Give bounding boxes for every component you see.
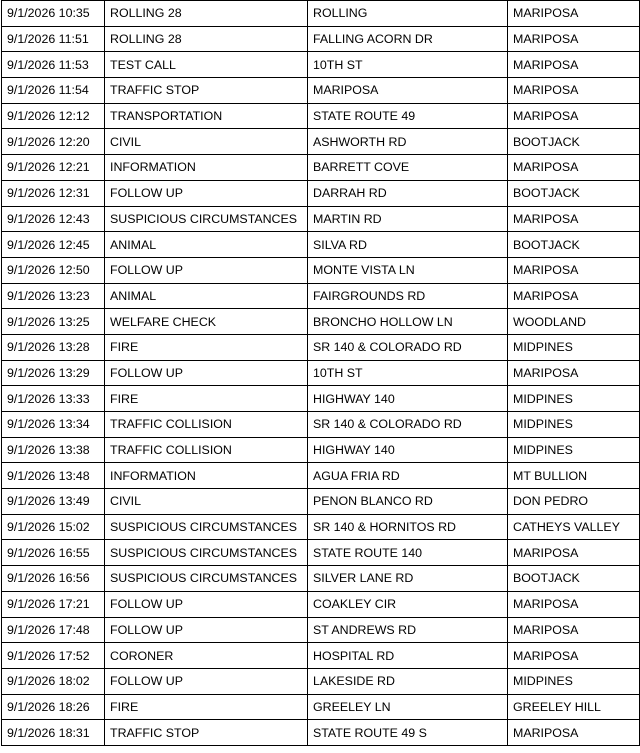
location-cell: LAKESIDE RD	[308, 668, 508, 694]
datetime-cell: 9/1/2026 18:02	[2, 668, 105, 694]
table-row	[2, 463, 640, 489]
datetime-cell: 9/1/2026 11:51	[2, 26, 105, 52]
table-row	[2, 412, 640, 438]
table-row	[2, 360, 640, 386]
table-row	[2, 232, 640, 258]
area-cell: BOOTJACK	[508, 180, 640, 206]
location-cell: SR 140 & COLORADO RD	[308, 334, 508, 360]
location-cell: BRONCHO HOLLOW LN	[308, 309, 508, 335]
area-cell: WOODLAND	[508, 309, 640, 335]
table-row	[2, 591, 640, 617]
location-cell: SILVER LANE RD	[308, 566, 508, 592]
location-cell: MONTE VISTA LN	[308, 257, 508, 283]
call-type-cell: SUSPICIOUS CIRCUMSTANCES	[105, 566, 308, 592]
location-cell: STATE ROUTE 49	[308, 103, 508, 129]
area-cell: BOOTJACK	[508, 232, 640, 258]
location-cell: ROLLING	[308, 1, 508, 27]
call-type-cell: SUSPICIOUS CIRCUMSTANCES	[105, 540, 308, 566]
datetime-cell: 9/1/2026 11:54	[2, 78, 105, 104]
call-type-cell: ANIMAL	[105, 283, 308, 309]
area-cell: MARIPOSA	[508, 360, 640, 386]
area-cell: GREELEY HILL	[508, 694, 640, 720]
location-cell: COAKLEY CIR	[308, 591, 508, 617]
call-type-cell: ROLLING 28	[105, 26, 308, 52]
datetime-cell: 9/1/2026 12:21	[2, 155, 105, 181]
area-cell: MT BULLION	[508, 463, 640, 489]
datetime-cell: 9/1/2026 10:35	[2, 1, 105, 27]
area-cell: MARIPOSA	[508, 1, 640, 27]
area-cell: MARIPOSA	[508, 257, 640, 283]
table-row	[2, 489, 640, 515]
table-row	[2, 437, 640, 463]
datetime-cell: 9/1/2026 16:56	[2, 566, 105, 592]
call-type-cell: INFORMATION	[105, 463, 308, 489]
location-cell: ST ANDREWS RD	[308, 617, 508, 643]
call-type-cell: FOLLOW UP	[105, 617, 308, 643]
location-cell: ASHWORTH RD	[308, 129, 508, 155]
table-row	[2, 386, 640, 412]
table-row	[2, 78, 640, 104]
datetime-cell: 9/1/2026 17:52	[2, 643, 105, 669]
location-cell: SILVA RD	[308, 232, 508, 258]
call-type-cell: SUSPICIOUS CIRCUMSTANCES	[105, 206, 308, 232]
call-type-cell: INFORMATION	[105, 155, 308, 181]
area-cell: MARIPOSA	[508, 617, 640, 643]
datetime-cell: 9/1/2026 12:20	[2, 129, 105, 155]
location-cell: HIGHWAY 140	[308, 386, 508, 412]
location-cell: SR 140 & HORNITOS RD	[308, 514, 508, 540]
area-cell: MIDPINES	[508, 386, 640, 412]
location-cell: STATE ROUTE 140	[308, 540, 508, 566]
area-cell: MIDPINES	[508, 334, 640, 360]
table-row	[2, 720, 640, 746]
area-cell: BOOTJACK	[508, 566, 640, 592]
call-type-cell: TRAFFIC STOP	[105, 720, 308, 746]
call-type-cell: CIVIL	[105, 489, 308, 515]
call-type-cell: FIRE	[105, 694, 308, 720]
datetime-cell: 9/1/2026 13:33	[2, 386, 105, 412]
area-cell: MARIPOSA	[508, 26, 640, 52]
area-cell: MARIPOSA	[508, 591, 640, 617]
table-row	[2, 617, 640, 643]
table-row	[2, 334, 640, 360]
area-cell: DON PEDRO	[508, 489, 640, 515]
call-type-cell: FIRE	[105, 386, 308, 412]
table-row	[2, 694, 640, 720]
call-type-cell: WELFARE CHECK	[105, 309, 308, 335]
area-cell: MIDPINES	[508, 412, 640, 438]
table-row	[2, 514, 640, 540]
location-cell: AGUA FRIA RD	[308, 463, 508, 489]
area-cell: MARIPOSA	[508, 52, 640, 78]
area-cell: MARIPOSA	[508, 720, 640, 746]
location-cell: FAIRGROUNDS RD	[308, 283, 508, 309]
call-type-cell: TRANSPORTATION	[105, 103, 308, 129]
datetime-cell: 9/1/2026 13:25	[2, 309, 105, 335]
datetime-cell: 9/1/2026 12:12	[2, 103, 105, 129]
call-type-cell: TRAFFIC COLLISION	[105, 412, 308, 438]
datetime-cell: 9/1/2026 13:28	[2, 334, 105, 360]
datetime-cell: 9/1/2026 18:31	[2, 720, 105, 746]
location-cell: 10TH ST	[308, 52, 508, 78]
call-type-cell: ROLLING 28	[105, 1, 308, 27]
table-row	[2, 206, 640, 232]
datetime-cell: 9/1/2026 13:29	[2, 360, 105, 386]
call-type-cell: FOLLOW UP	[105, 668, 308, 694]
call-type-cell: FOLLOW UP	[105, 591, 308, 617]
table-row	[2, 180, 640, 206]
datetime-cell: 9/1/2026 13:48	[2, 463, 105, 489]
datetime-cell: 9/1/2026 17:21	[2, 591, 105, 617]
datetime-cell: 9/1/2026 13:23	[2, 283, 105, 309]
datetime-cell: 9/1/2026 13:38	[2, 437, 105, 463]
location-cell: BARRETT COVE	[308, 155, 508, 181]
table-row	[2, 309, 640, 335]
call-type-cell: CIVIL	[105, 129, 308, 155]
table-row	[2, 643, 640, 669]
table-row	[2, 668, 640, 694]
area-cell: MARIPOSA	[508, 155, 640, 181]
call-type-cell: SUSPICIOUS CIRCUMSTANCES	[105, 514, 308, 540]
call-log-body	[2, 1, 640, 746]
location-cell: SR 140 & COLORADO RD	[308, 412, 508, 438]
area-cell: MIDPINES	[508, 437, 640, 463]
area-cell: BOOTJACK	[508, 129, 640, 155]
location-cell: 10TH ST	[308, 360, 508, 386]
datetime-cell: 9/1/2026 15:02	[2, 514, 105, 540]
datetime-cell: 9/1/2026 12:50	[2, 257, 105, 283]
call-type-cell: FOLLOW UP	[105, 257, 308, 283]
table-row	[2, 283, 640, 309]
location-cell: HIGHWAY 140	[308, 437, 508, 463]
area-cell: MARIPOSA	[508, 540, 640, 566]
call-type-cell: FOLLOW UP	[105, 360, 308, 386]
area-cell: MARIPOSA	[508, 283, 640, 309]
call-type-cell: TRAFFIC STOP	[105, 78, 308, 104]
datetime-cell: 9/1/2026 13:49	[2, 489, 105, 515]
datetime-cell: 9/1/2026 11:53	[2, 52, 105, 78]
area-cell: MARIPOSA	[508, 78, 640, 104]
datetime-cell: 9/1/2026 12:43	[2, 206, 105, 232]
area-cell: MARIPOSA	[508, 206, 640, 232]
call-log-table	[1, 0, 640, 746]
datetime-cell: 9/1/2026 12:31	[2, 180, 105, 206]
call-type-cell: TEST CALL	[105, 52, 308, 78]
table-row	[2, 566, 640, 592]
table-row	[2, 103, 640, 129]
datetime-cell: 9/1/2026 17:48	[2, 617, 105, 643]
location-cell: DARRAH RD	[308, 180, 508, 206]
table-row	[2, 155, 640, 181]
area-cell: MARIPOSA	[508, 643, 640, 669]
datetime-cell: 9/1/2026 12:45	[2, 232, 105, 258]
location-cell: HOSPITAL RD	[308, 643, 508, 669]
table-row	[2, 540, 640, 566]
table-row	[2, 52, 640, 78]
call-type-cell: ANIMAL	[105, 232, 308, 258]
location-cell: GREELEY LN	[308, 694, 508, 720]
call-type-cell: CORONER	[105, 643, 308, 669]
datetime-cell: 9/1/2026 13:34	[2, 412, 105, 438]
call-type-cell: TRAFFIC COLLISION	[105, 437, 308, 463]
location-cell: PENON BLANCO RD	[308, 489, 508, 515]
area-cell: MIDPINES	[508, 668, 640, 694]
call-type-cell: FIRE	[105, 334, 308, 360]
table-row	[2, 26, 640, 52]
datetime-cell: 9/1/2026 18:26	[2, 694, 105, 720]
location-cell: STATE ROUTE 49 S	[308, 720, 508, 746]
table-row	[2, 257, 640, 283]
area-cell: MARIPOSA	[508, 103, 640, 129]
call-type-cell: FOLLOW UP	[105, 180, 308, 206]
table-row	[2, 1, 640, 27]
table-row	[2, 129, 640, 155]
location-cell: MARTIN RD	[308, 206, 508, 232]
area-cell: CATHEYS VALLEY	[508, 514, 640, 540]
location-cell: MARIPOSA	[308, 78, 508, 104]
datetime-cell: 9/1/2026 16:55	[2, 540, 105, 566]
location-cell: FALLING ACORN DR	[308, 26, 508, 52]
